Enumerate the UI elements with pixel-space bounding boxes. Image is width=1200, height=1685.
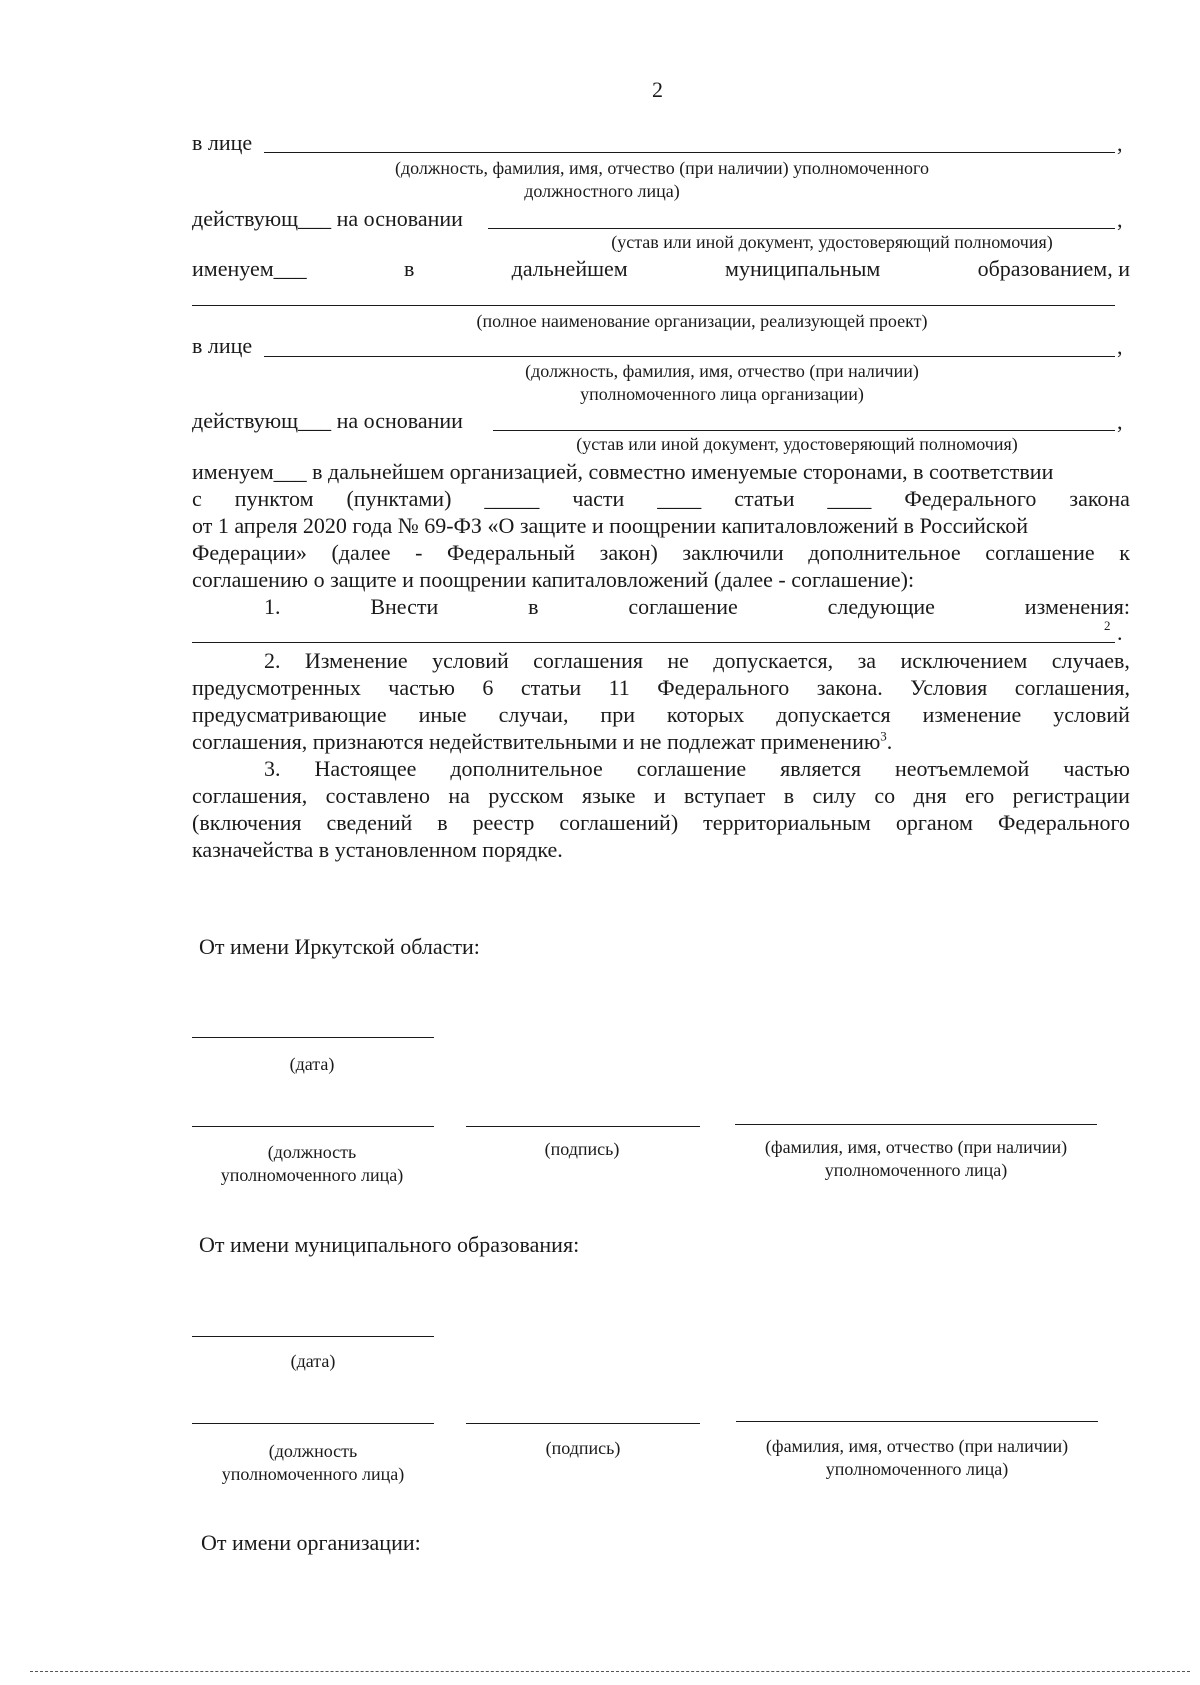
v-litse-label-2: в лице	[192, 333, 253, 358]
item-2-line-1: 2. Изменение условий соглашения не допускается, за исключением случаев,	[264, 648, 1130, 673]
comma: ,	[1117, 409, 1123, 434]
municipal-date-caption: (дата)	[290, 1351, 336, 1371]
caption-org-person-1: (должность, фамилия, имя, отчество (при наличии)	[525, 361, 919, 381]
item-3-line-3: (включения сведений в реестр соглашений) территориальным органом Федерального	[192, 810, 1130, 835]
region-date-line	[192, 1037, 434, 1038]
changes-blank-line	[192, 642, 1115, 643]
region-name-caption-1: (фамилия, имя, отчество (при наличии)	[764, 1137, 1068, 1157]
municipal-signature-heading: От имени муниципального образования:	[199, 1232, 580, 1257]
item-2-footnote: 3	[880, 728, 887, 744]
caption-basis-2: (устав или иной документ, удостоверяющий полномочия)	[576, 434, 1018, 454]
org-name-blank-line	[192, 305, 1115, 306]
municipal-signature-caption: (подпись)	[545, 1438, 621, 1458]
municipal-date-line	[192, 1336, 434, 1337]
official-blank-line	[264, 152, 1115, 153]
caption-official-1: (должность, фамилия, имя, отчество (при наличии) уполномоченного	[394, 158, 929, 178]
organization-signature-heading: От имени организации:	[201, 1530, 421, 1555]
body-paragraph-line-5: соглашению о защите и поощрении капиталовложений (далее - соглашение):	[192, 567, 915, 592]
item-2-line-4: соглашения, признаются недействительными и не подлежат применению$^3$.	[192, 728, 893, 754]
caption-org-name: (полное наименование организации, реализующей проект)	[476, 311, 928, 331]
municipal-position-line	[192, 1423, 434, 1424]
named-municipal-line: именуем___ в дальнейшем муниципальным образованием, и	[192, 256, 1130, 281]
municipal-position-caption-1: (должность	[268, 1441, 358, 1461]
region-name-line	[735, 1124, 1097, 1125]
item-2-line-3: предусматривающие иные случаи, при которых допускается изменение условий	[192, 702, 1130, 727]
municipal-position-caption-2: уполномоченного лица)	[221, 1464, 405, 1484]
acting-basis-label-1: действующ___ на основании	[192, 206, 463, 231]
region-signature-heading: От имени Иркутской области:	[199, 934, 480, 959]
region-position-caption-1: (должность	[267, 1142, 357, 1162]
municipal-name-caption-2: уполномоченного лица)	[825, 1459, 1009, 1479]
caption-org-person-2: уполномоченного лица организации)	[580, 384, 864, 404]
municipal-name-caption-1: (фамилия, имя, отчество (при наличии)	[765, 1436, 1069, 1456]
region-position-caption-2: уполномоченного лица)	[220, 1165, 404, 1185]
region-position-line	[192, 1126, 434, 1127]
item-1-footnote: 2	[1104, 618, 1111, 633]
body-paragraph-line-2: с пунктом (пунктами) _____ части ____ статьи ____ Федерального закона	[192, 486, 1130, 511]
basis-blank-line-2	[493, 430, 1115, 431]
item-2-line-2: предусмотренных частью 6 статьи 11 Федерального закона. Условия соглашения,	[192, 675, 1130, 700]
basis-blank-line-1	[488, 228, 1115, 229]
region-signature-line	[466, 1126, 700, 1127]
org-person-blank-line	[264, 356, 1115, 357]
v-litse-label-1: в лице	[192, 130, 253, 155]
item-1-line: 1. Внести в соглашение следующие изменения:	[264, 594, 1130, 619]
municipal-signature-line	[466, 1423, 700, 1424]
caption-official-2: должностного лица)	[524, 181, 680, 201]
item-1-end: .	[1117, 620, 1123, 645]
caption-basis-1: (устав или иной документ, удостоверяющий полномочия)	[611, 232, 1053, 252]
item-3-line-1: 3. Настоящее дополнительное соглашение является неотъемлемой частью	[264, 756, 1130, 781]
region-name-caption-2: уполномоченного лица)	[824, 1160, 1008, 1180]
item-3-line-2: соглашения, составлено на русском языке и вступает в силу со дня его регистрации	[192, 783, 1130, 808]
comma: ,	[1117, 207, 1123, 232]
body-paragraph-line-3: от 1 апреля 2020 года № 69-ФЗ «О защите и поощрении капиталовложений в Российской	[192, 513, 1028, 538]
item-3-line-4: казначейства в установленном порядке.	[192, 837, 563, 862]
municipal-name-line	[736, 1421, 1098, 1422]
page-number: 2	[652, 77, 663, 102]
region-date-caption: (дата)	[289, 1054, 335, 1074]
acting-basis-label-2: действующ___ на основании	[192, 408, 463, 433]
region-signature-caption: (подпись)	[544, 1139, 620, 1159]
page-bottom-edge-line	[30, 1671, 1190, 1672]
body-paragraph-line-4: Федерации» (далее - Федеральный закон) заключили дополнительное соглашение к	[192, 540, 1130, 565]
comma: ,	[1117, 334, 1123, 359]
comma: ,	[1117, 131, 1123, 156]
body-paragraph-line-1: именуем___ в дальнейшем организацией, совместно именуемые сторонами, в соответствии	[192, 459, 1054, 484]
